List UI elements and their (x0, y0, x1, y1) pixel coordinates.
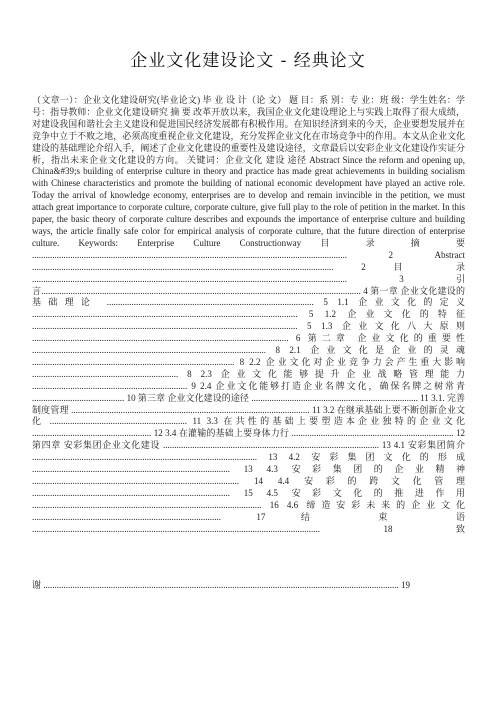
document-body (32, 95, 465, 536)
page-title: 企业文化建设论文 - 经典论文 (130, 51, 366, 71)
body-paragraph: （文章一）：企业文化建设研究(毕业论文) 毕 业 设 计（论 文） 题 目：系 别：专 业：班 级：学生姓名：学 号：指导教师：企业文化建设研究 摘 要 改革开放以来，我国企业文化建设理论上与实践上取得了很大成绩，对建设我国和谐社会主义建设和促进国民经济发展都有积极作用。在知识经济到来的今天，企业要想发展并在竞争中立于不败之地，必须高度重视企业文化建设，充分发挥企业文化在市场竞争中的作用。本文从企业文化建设的基础理论介绍入手，阐述了企业文化建设的重要性及建设途径，文章最后以安彩企业文化建设作实证分析，指出未来企业文化建设的方向。 关键词：企业文化 建设 途径 Abstract Since the reform and opening up, China&#39;s building of enterprise culture in theory and practice has made great achievements in building socialism with Chinese characteristics and promote the building of national economic development have played an active role. Today the arrival of knowledge economy, enterprises are to develop and remain invincible in the petition, we must attach great importance to corporate culture, corporate culture, give full play to the role of petition in the market. In this paper, the basic theory of corporate culture describes and expounds the importance of enterprise culture and building ways, the article finally safe color for empirical analysis of corporate culture, that the future direction of enterprise culture. Keywords: Enterprise Culture Constructionway 目 录 摘 要 ............................................................................................................................................ 2 Abstract ...................................................................................................................................... 2 目 录 ............................................................................................................................................ 3 引 言.............................................................................................................................................. 4 第一章 企业文化建设的基础理论 ............................................................................................ 5 1.1 企业文化的定义 ...................................................................................................................... 5 1.2 企业文化的特征 ...................................................................................................................... 5 1.3 企业文化八大原则 .................................................................................................................. 6 第二章 企业文化的重要性 ........................................................................................................ 8 2.1 企业文化是企业的灵魂 .......................................................................................... 8 2.2 企业文化对企业竞争力会产生重大影响 ................................................................. 8 2.3 企业文化能够提升企业战略管理能力 ..................................................................... 9 2.4 企业文化能够打造企业名牌文化，确保名牌之树常青 ......................................... 10 第三章 企业文化建设的途径 .......................................................................... 11 3.1. 完善制度管理 .......................................................................................................... 11 3.2 在继承基础上要不断创新企业文化 ............................................................. 11 3.3 在共性的基础上要塑造本企业独特的企业文化 ..................................................... 12 3.4 在灌输的基础上要身体力行 ........................................................................ 12 第四章 安彩集团企业文化建设 ................................................................................................ 13 4.1 安彩集团简介 .................................................................................................... 13 4.2 安彩集团文化的形成 ........................................................................................ 13 4.3 安彩集团的企业精神 ............................................................................................ 14 4.4 安彩的跨文化管理 ........................................................................................ 15 4.5 安彩文化的推进作用 ...................................................................................................... 16 4.6 缔造安彩未来的企业文化 .................................................................................... 17 结 束 语 ................................................................................................................................ 18 致 (32, 95, 465, 534)
toc-last-line: 谢 .............................................................................................................................................................. 19 (32, 580, 411, 590)
